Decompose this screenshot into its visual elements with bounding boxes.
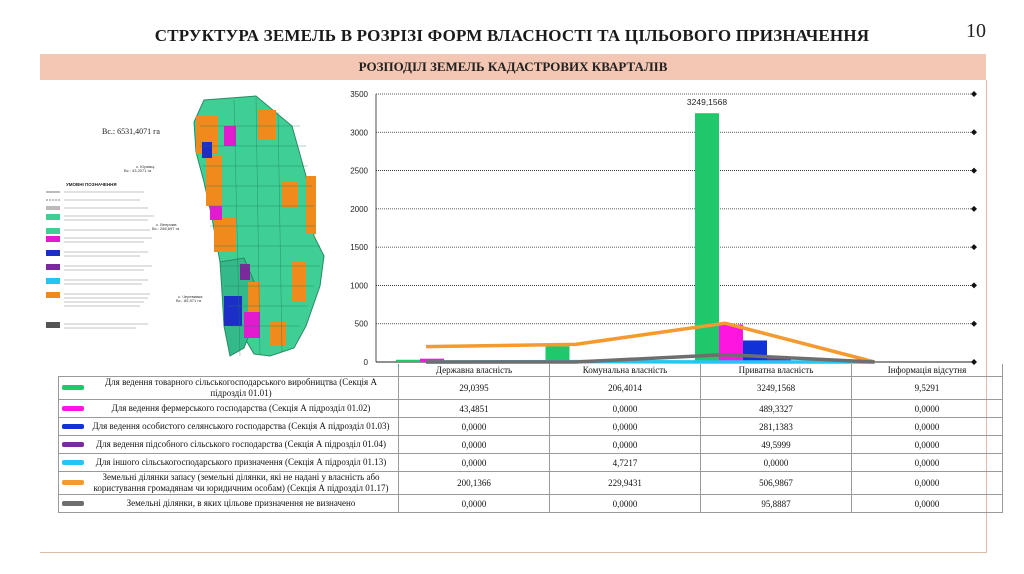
map-area-label: Вс.: 6531,4071 га: [102, 127, 160, 136]
table-row: [59, 418, 1003, 436]
map-place-label: с. Веприків: [156, 222, 177, 227]
map-parcel-magenta: [210, 206, 222, 220]
table-cell: 281,1383: [701, 418, 852, 436]
gridline-marker: [971, 91, 977, 97]
table-cell: 49,5999: [701, 436, 852, 454]
table-cell: 0,0000: [550, 418, 701, 436]
table-header-row: [59, 364, 1003, 377]
table-column-header: Приватна власність: [701, 364, 852, 377]
series-name: Для іншого сільськогосподарського призначення (Секція А підрозділ 01.13): [95, 457, 387, 467]
map-parcel-blue: [202, 142, 212, 158]
map-parcel-magenta: [244, 312, 260, 338]
table-corner-cell: [59, 364, 399, 377]
chart-title-band: РОЗПОДІЛ ЗЕМЕЛЬ КАДАСТРОВИХ КВАРТАЛІВ: [40, 54, 986, 80]
map-parcel-orange: [292, 262, 306, 302]
table-row: [59, 377, 1003, 400]
map-parcel-purple: [240, 264, 250, 280]
table-row-label: [59, 436, 399, 454]
table-cell: 3249,1568: [701, 377, 852, 400]
map-parcel-orange: [206, 156, 222, 206]
cadastral-map: [44, 86, 364, 366]
table-cell: 0,0000: [852, 418, 1003, 436]
table-row-label: [59, 377, 399, 400]
table-cell: 43,4851: [399, 400, 550, 418]
table-cell: 4,7217: [550, 454, 701, 472]
land-distribution-chart: [330, 84, 990, 366]
table-column-header: Комунальна власність: [550, 364, 701, 377]
series-name: Для ведення підсобного сільського господарства (Секція А підрозділ 01.04): [96, 439, 386, 449]
series-name: Земельні ділянки запасу (земельні ділянки, які не надані у власність або користування громадянам чи юридичним особам) (Секція А підрозділ 01.17): [93, 472, 389, 493]
map-place-label: Вс.: 286,697 га: [152, 226, 180, 231]
table-cell: 0,0000: [852, 495, 1003, 513]
series-name: Для ведення товарного сільськогосподарського виробництва (Секція А підрозділ 01.01): [105, 377, 377, 398]
gridline-marker: [971, 244, 977, 250]
table-cell: 0,0000: [852, 400, 1003, 418]
table-cell: 0,0000: [852, 454, 1003, 472]
table-row-label: [59, 418, 399, 436]
legend-swatch: [62, 406, 84, 411]
table-row: [59, 472, 1003, 495]
table-cell: 0,0000: [399, 495, 550, 513]
table-cell: 489,3327: [701, 400, 852, 418]
map-parcel-orange: [248, 282, 260, 312]
table-cell: 0,0000: [399, 454, 550, 472]
bar: [743, 340, 767, 362]
y-tick-label: 2500: [350, 166, 368, 176]
legend-swatch: [62, 442, 84, 447]
table-row: [59, 436, 1003, 454]
table-cell: 29,0395: [399, 377, 550, 400]
gridline-marker: [971, 282, 977, 288]
data-table: [58, 364, 1003, 513]
table-cell: 0,0000: [550, 400, 701, 418]
table-cell: 0,0000: [852, 472, 1003, 495]
legend-swatch: [62, 501, 84, 506]
table-row: [59, 454, 1003, 472]
map-legend-title: УМОВНІ ПОЗНАЧЕННЯ: [66, 182, 117, 187]
map-parcel-orange: [270, 322, 286, 346]
y-tick-label: 3500: [350, 90, 368, 99]
map-place-label: с. Юрківці: [136, 164, 155, 169]
map-place-label: Вс.: 43,2071 га: [124, 168, 152, 173]
gridline-marker: [971, 206, 977, 212]
map-parcel-orange: [258, 110, 276, 140]
series-line: [426, 323, 875, 362]
table-cell: 95,8887: [701, 495, 852, 513]
map-parcel-orange: [214, 218, 236, 252]
bar: [546, 346, 570, 362]
gridline-marker: [971, 129, 977, 135]
page-number: 10: [966, 20, 986, 42]
legend-swatch: [62, 385, 84, 390]
map-parcels: [194, 96, 324, 356]
slide-title: СТРУКТУРА ЗЕМЕЛЬ В РОЗРІЗІ ФОРМ ВЛАСНОСТІ ТА ЦІЛЬОВОГО ПРИЗНАЧЕННЯ: [154, 26, 870, 45]
map-legend: [46, 182, 154, 328]
gridline-marker: [971, 321, 977, 327]
bar: [396, 360, 420, 362]
table-row: [59, 400, 1003, 418]
map-parcel-magenta: [224, 126, 236, 146]
map-place-label: Вс.: 85,971 га: [176, 298, 201, 303]
table-cell: 0,0000: [550, 436, 701, 454]
table-row-label: [59, 454, 399, 472]
legend-swatch: [62, 480, 84, 485]
map-parcel-orange: [306, 176, 316, 234]
table-cell: 0,0000: [399, 418, 550, 436]
series-name: Для ведення фермерського господарства (Секція А підрозділ 01.02): [111, 403, 371, 413]
table-cell: 200,1366: [399, 472, 550, 495]
y-tick-label: 0: [363, 358, 368, 366]
y-tick-label: 3000: [350, 128, 368, 138]
table-row-label: [59, 400, 399, 418]
table-cell: 506,9867: [701, 472, 852, 495]
y-tick-label: 1500: [350, 243, 368, 253]
table-cell: 0,0000: [852, 436, 1003, 454]
y-tick-label: 2000: [350, 204, 368, 214]
series-name: Для ведення особистого селянського господарства (Секція А підрозділ 01.03): [92, 421, 390, 431]
table-cell: 0,0000: [399, 436, 550, 454]
legend-swatch: [62, 460, 84, 465]
y-tick-label: 500: [354, 319, 368, 329]
map-place-label: с. Черевківка: [178, 294, 203, 299]
table-row-label: [59, 472, 399, 495]
table-column-header: Державна власність: [399, 364, 550, 377]
table-cell: 0,0000: [550, 495, 701, 513]
table-column-header: Інформація відсутня: [852, 364, 1003, 377]
data-label: 3249,1568: [686, 97, 728, 108]
series-name: Земельні ділянки, в яких цільове призначення не визначено: [126, 498, 356, 508]
table-cell: 0,0000: [701, 454, 852, 472]
y-tick-label: 1000: [350, 281, 368, 291]
table-row: [59, 495, 1003, 513]
gridline-marker: [971, 168, 977, 174]
table-cell: 9,5291: [852, 377, 1003, 400]
table-row-label: [59, 495, 399, 513]
legend-swatch: [62, 424, 84, 429]
table-cell: 229,9431: [550, 472, 701, 495]
table-cell: 206,4014: [550, 377, 701, 400]
